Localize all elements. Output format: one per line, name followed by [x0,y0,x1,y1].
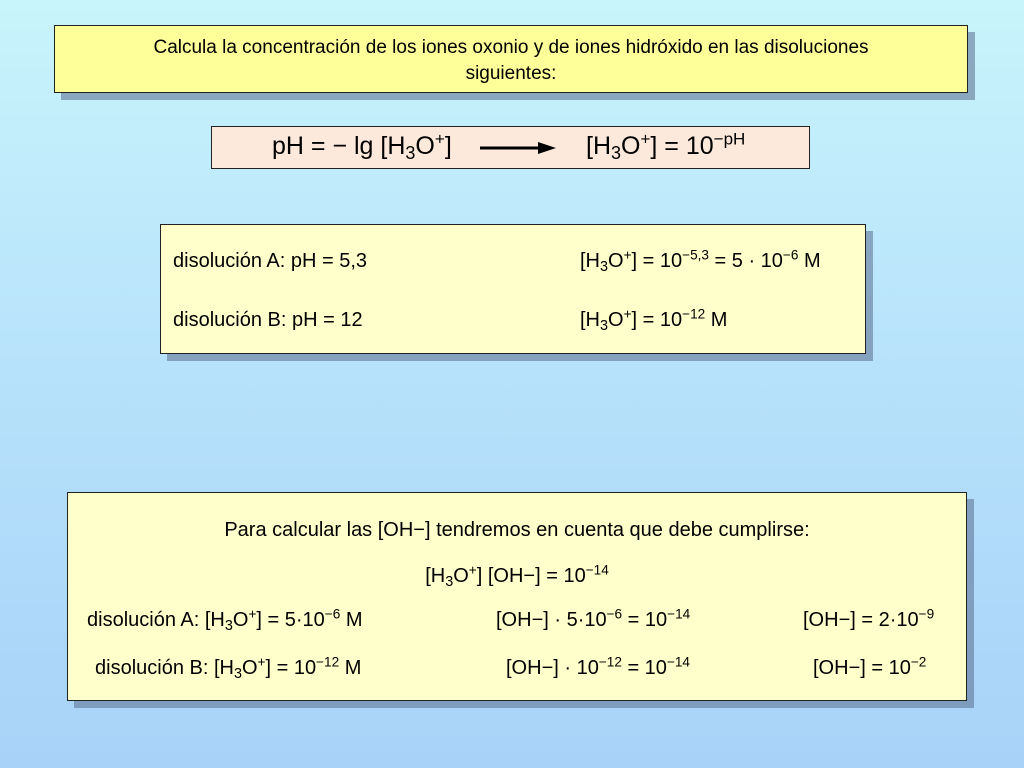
oh-intro: Para calcular las [OH−] tendremos en cuenta que debe cumplirse: [224,519,810,541]
title-box [54,25,968,93]
solution-a-oh-equation: $[OH-] \cdot 5\cdot 10^{-6} = 10^{-14}$ [496,606,691,631]
ph-definition: pH = − $\lg [H_3O^+]$ [272,129,452,164]
solution-a-h3o: $[H_3O^+] = 10^{-5,3} = 5 \cdot 10^{-6}$ M [580,247,821,276]
formula-box [211,126,810,169]
solution-a-ph: disolución A: pH = 5,3 [173,250,368,272]
hydroxide-box [67,492,967,701]
solution-a-oh-result: $[OH-] = 2\cdot 10^{-9}$ [803,606,935,631]
ionic-product-equation: $[H_3O^+] [OH-] = 10^{-14}$ [425,562,609,591]
h3o-concentration-formula: $[H_3O^+] = 10^{-pH}$ [586,129,746,164]
ph-solutions-box [160,224,866,354]
title-text [55,35,967,87]
solution-b-ph: disolución B: pH = 12 [173,309,363,331]
solution-b-oh-equation: $[OH-] \cdot 10^{-12} = 10^{-14}$ [506,654,690,679]
solution-b-h3o-value: disolución B: $[H_3O^+] = 10^{-12}$ M [95,654,362,683]
solution-b-oh-result: $[OH-] = 10^{-2}$ [813,654,927,679]
solution-b-h3o: $[H_3O^+] = 10^{-12}$ M [580,306,728,335]
solution-a-h3o-value: disolución A: $[H_3O^+] = 5\cdot 10^{-6}$ M [87,606,363,635]
arrow-right-icon [480,140,556,156]
title-line-2: siguientes: [465,63,557,84]
title-line-1: Calcula la concentración de los iones oxonio y de iones hidróxido en las disoluciones [153,37,869,58]
